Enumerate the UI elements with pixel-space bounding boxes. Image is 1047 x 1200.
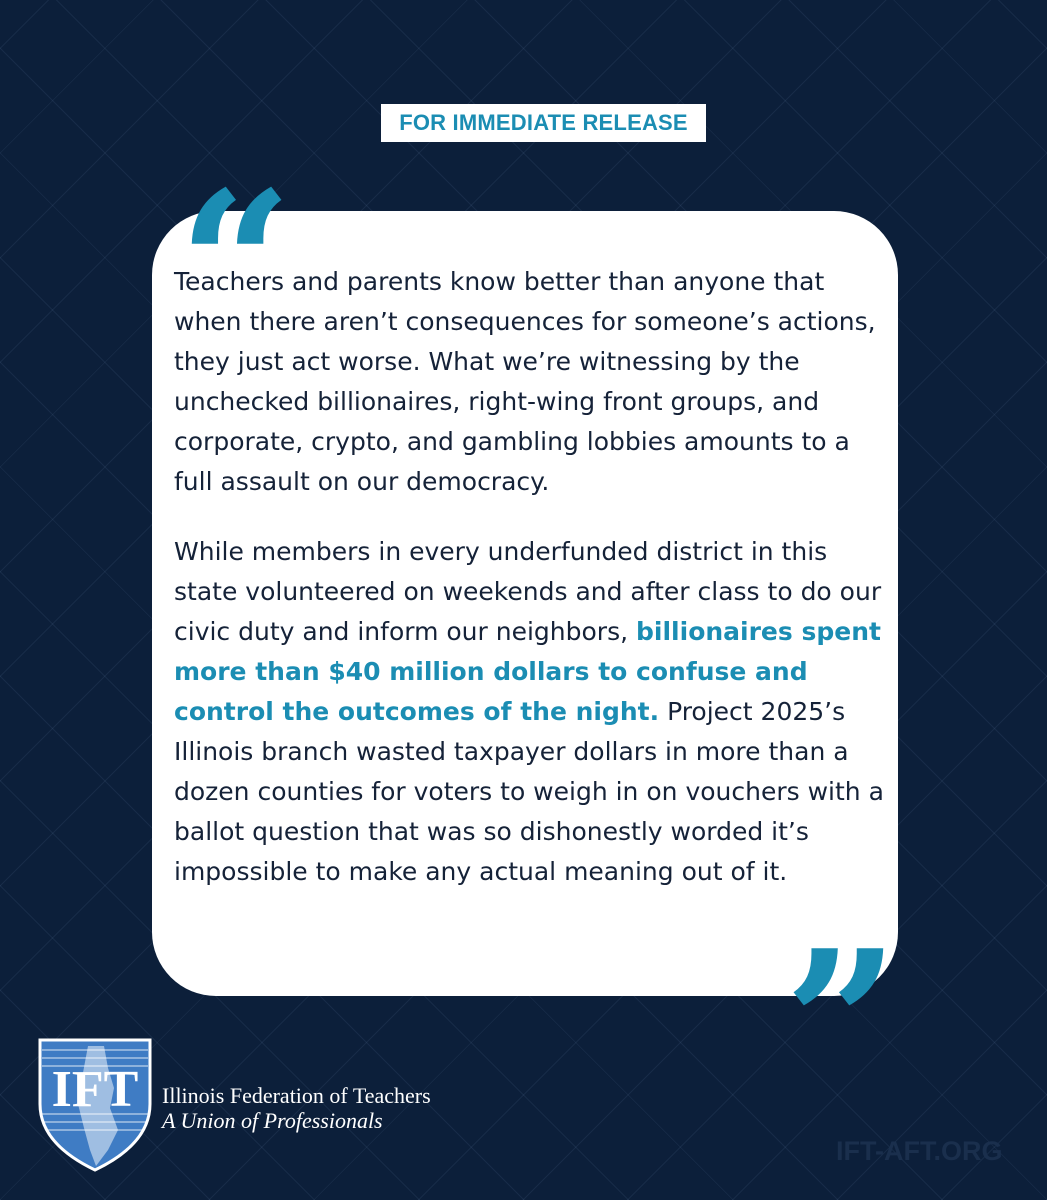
- quote-paragraph-1: Teachers and parents know better than anyone that when there aren’t consequences for someone’s actions, they just act worse. What we’re witnessing by the unchecked billionaires, right-wing front groups, and corporate, crypto, and gambling lobbies amounts to a full assault on our democracy.: [174, 267, 876, 496]
- org-name: Illinois Federation of Teachers: [162, 1083, 431, 1108]
- open-quote-icon: “: [178, 148, 270, 383]
- quote-highlight: billionaires spent more than $40 million dollars to confuse and control the outcomes of the night.: [174, 617, 881, 726]
- close-quote-icon: ”: [784, 907, 876, 1142]
- logo-letters: IFT: [51, 1061, 139, 1118]
- quote-paragraph-2: [174, 532, 890, 892]
- ift-shield-logo: [38, 1038, 152, 1172]
- quote-text: [174, 262, 890, 892]
- org-tagline: A Union of Professionals: [162, 1108, 383, 1133]
- quote-text-after-highlight: Project 2025’s Illinois branch wasted taxpayer dollars in more than a dozen counties for voters to weigh in on vouchers with a ballot question that was so dishonestly worded it’s impossible to make any actual meaning out of it.: [174, 697, 884, 886]
- website-link[interactable]: IFT-AFT.ORG: [836, 1136, 1003, 1166]
- quote-text-before-highlight: While members in every underfunded district in this state volunteered on weekends and after class to do our civic duty and inform our neighbors,: [174, 537, 882, 646]
- release-badge: FOR IMMEDIATE RELEASE: [381, 104, 706, 142]
